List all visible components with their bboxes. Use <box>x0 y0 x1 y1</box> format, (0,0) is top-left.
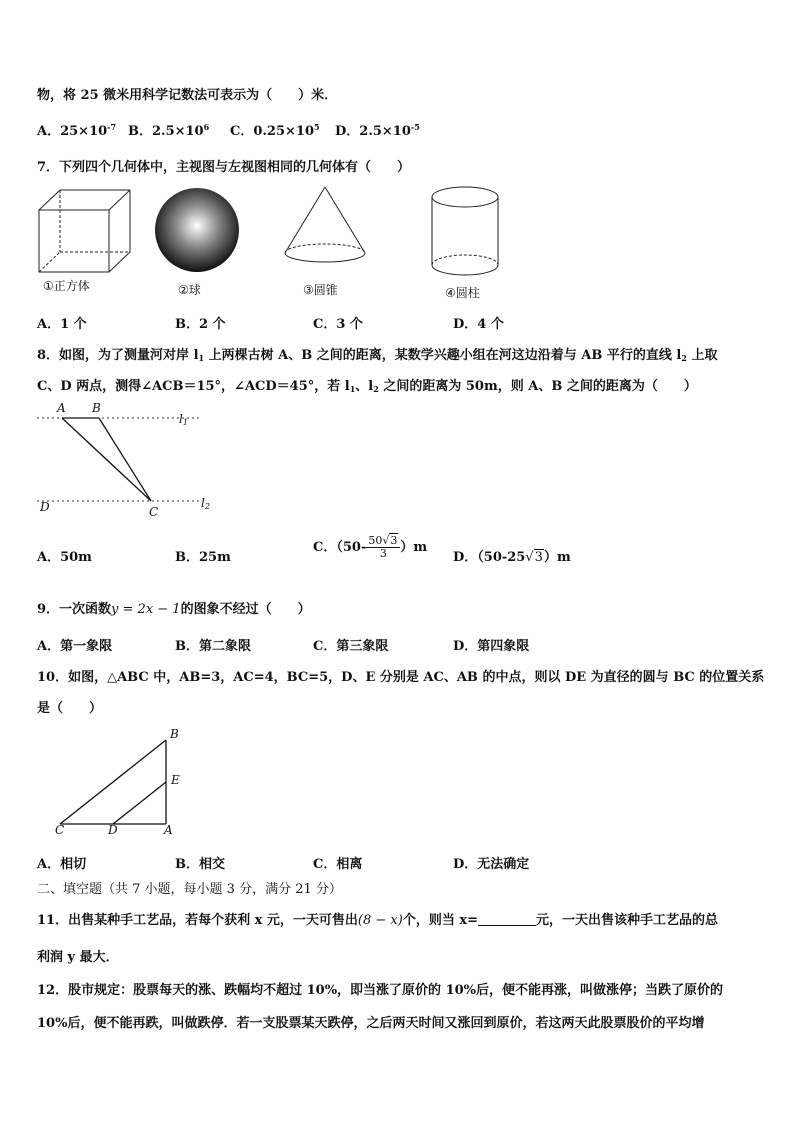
cylinder-figure <box>432 187 498 275</box>
q10-diagram <box>50 725 190 840</box>
q7-option-c: C．3 个 <box>313 317 363 332</box>
q10-option-d: D．无法确定 <box>453 857 530 872</box>
q8-option-a: A．50m <box>37 550 92 565</box>
q9-option-d: D．第四象限 <box>453 639 530 654</box>
q8-diagram-svg <box>35 398 225 523</box>
q10-option-c: C．相离 <box>313 857 363 872</box>
q10-label-a: A <box>164 823 173 837</box>
q11-line2: 利润 y 最大． <box>37 950 119 965</box>
q9-formula: y = 2x − 1 <box>111 602 181 617</box>
figure-label-cone: ③圆锥 <box>303 283 338 297</box>
q9-option-b: B．第二象限 <box>175 639 251 654</box>
q8-diagram <box>35 398 225 523</box>
q8-stem-line1: 8．如图，为了测量河对岸 $l_1$ 上两棵古树 A、B 之间的距离，某数学兴趣小组在河这边沿着与 AB 平行的直线 $l_2$ 上取 <box>37 348 718 363</box>
q12-line2: 10%后，便不能再跌，叫做跌停．若一支股票某天跌停，之后两天时间又涨回到原价，若这两天此股票股价的平均增 <box>37 1016 705 1031</box>
section-title-fill-in: 二、填空题（共 7 小题，每小题 3 分，满分 21 分） <box>37 882 342 897</box>
q7-option-b: B．2 个 <box>175 317 226 332</box>
q11-line1: 11．出售某种手工艺品，若每个获利 x 元，一天可售出(8 − x)个，则当 x= 元，一天出售该种手工艺品的总 <box>37 913 718 928</box>
q8-stem-line2: C、D 两点，测得∠ACB＝15°，∠ACD＝45°，若 $l_1$、$l_2$ 之间的距离为 50m，则 A、B 之间的距离为（ ） <box>37 379 697 394</box>
q11-expression: (8 − x) <box>357 913 403 928</box>
q6-option-b: B．$2.5\times 10^6$ <box>128 122 210 139</box>
q11-answer-blank <box>478 913 536 926</box>
q9-option-c: C．第三象限 <box>313 639 389 654</box>
cube-figure <box>39 190 130 272</box>
q8-option-b: B．25m <box>175 550 231 565</box>
q8-label-l1: $l_1$ <box>179 412 188 427</box>
q9-stem: 9．一次函数y = 2x − 1的图象不经过（ ） <box>37 602 311 617</box>
q10-label-c: C <box>55 823 65 837</box>
q6-option-a: A．$25\times 10^{-7}$ <box>37 122 117 139</box>
q10-stem-line2: 是（ ） <box>37 701 103 716</box>
q6-option-c: C．$0.25\times 10^5$ <box>230 122 320 139</box>
q8-label-l2: $l_2$ <box>201 496 210 511</box>
q8-label-c: C <box>149 505 159 519</box>
q10-label-e: E <box>171 773 180 787</box>
q7-stem: 7．下列四个几何体中，主视图与左视图相同的几何体有（ ） <box>37 160 411 175</box>
q7-option-d: D．4 个 <box>453 317 504 332</box>
q10-option-a: A．相切 <box>37 857 87 872</box>
q10-label-b: B <box>170 727 179 741</box>
q7-figures <box>35 185 500 300</box>
q8-option-c-fraction: $\frac{50√3}{3}$ <box>366 535 400 560</box>
q8-label-a: A <box>57 401 66 415</box>
sphere-figure <box>155 188 239 272</box>
q10-option-b: B．相交 <box>175 857 225 872</box>
q8-option-d: D．（50-25√3）m <box>453 550 571 565</box>
figure-label-cube: ①正方体 <box>43 279 90 293</box>
q10-label-d: D <box>108 823 118 837</box>
q6-stem-tail: 物，将 25 微米用科学记数法可表示为（ ）米． <box>37 88 338 103</box>
q7-option-a: A．1 个 <box>37 317 87 332</box>
cone-figure <box>285 187 365 262</box>
figure-label-sphere: ②球 <box>178 283 201 297</box>
figure-label-cylinder: ④圆柱 <box>445 286 480 300</box>
q6-option-d: D．$2.5\times 10^{-5}$ <box>335 122 420 139</box>
q8-option-c: C．（50- $\frac{50√3}{3}$ ）m <box>313 534 428 560</box>
q12-line1: 12．股市规定：股票每天的涨、跌幅均不超过 10%，即当涨了原价的 10%后，便不能再涨，叫做涨停；当跌了原价的 <box>37 983 724 998</box>
q9-option-a: A．第一象限 <box>37 639 113 654</box>
q8-label-d: D <box>40 500 50 514</box>
q10-stem-line1: 10．如图，△ABC 中，AB=3，AC=4，BC=5，D、E 分别是 AC、AB 的中点，则以 DE 为直径的圆与 BC 的位置关系 <box>37 670 765 685</box>
q7-figures-svg <box>35 185 500 300</box>
q8-label-b: B <box>92 401 101 415</box>
